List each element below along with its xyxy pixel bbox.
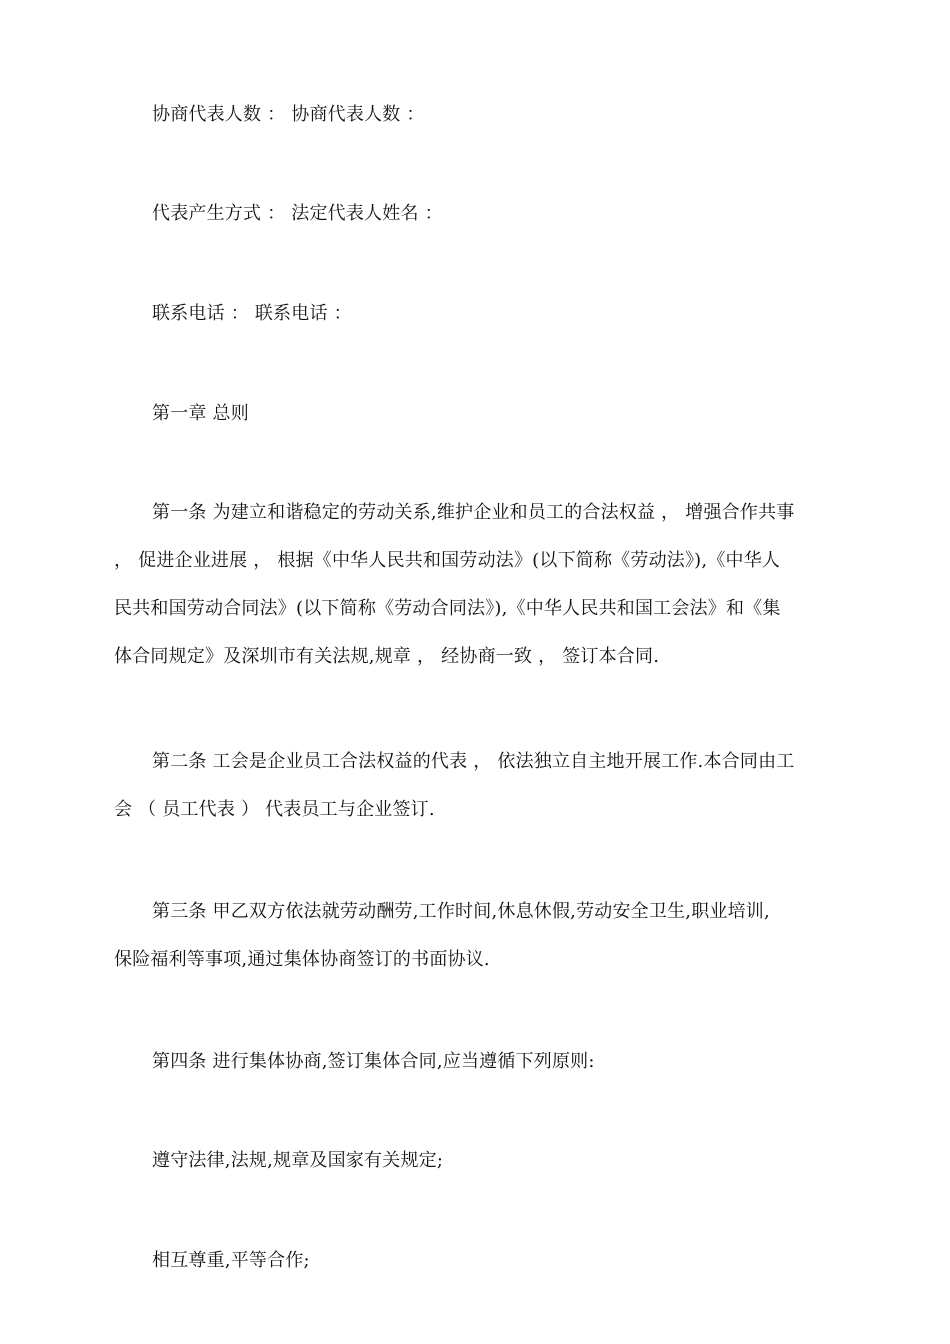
article-2 xyxy=(114,753,844,849)
article-1-line: ， 促进企业进展 ， 根据《中华人民共和国劳动法》(以下简称《劳动法》),《中华人 xyxy=(114,550,781,571)
field-negotiator-count: 协商代表人数 ： 协商代表人数 ： xyxy=(152,104,425,125)
article-1 xyxy=(114,504,844,696)
article-2-line: 会 （ 员工代表 ） 代表员工与企业签订. xyxy=(114,799,435,820)
article-4: 第四条 进行集体协商,签订集体合同,应当遵循下列原则: xyxy=(152,1051,595,1072)
article-2-line: 第二条 工会是企业员工合法权益的代表 ， 依法独立自主地开展工作.本合同由工 xyxy=(152,751,795,772)
article-1-line: 体合同规定》及深圳市有关法规,规章 ， 经协商一致 ， 签订本合同. xyxy=(114,646,660,667)
article-1-line: 民共和国劳动合同法》(以下简称《劳动合同法》),《中华人民共和国工会法》和《集 xyxy=(114,598,781,619)
principle-item: 遵守法律,法规,规章及国家有关规定; xyxy=(152,1150,444,1171)
article-3-line: 第三条 甲乙双方依法就劳动酬劳,工作时间,休息休假,劳动安全卫生,职业培训, xyxy=(152,901,770,922)
article-3 xyxy=(114,903,844,999)
field-contact-phone: 联系电话 ： 联系电话 ： xyxy=(152,303,352,324)
chapter-title: 第一章 总则 xyxy=(152,403,249,424)
article-3-line: 保险福利等事项,通过集体协商签订的书面协议. xyxy=(114,949,490,970)
article-1-line: 第一条 为建立和谐稳定的劳动关系,维护企业和员工的合法权益 ， 增强合作共事 xyxy=(152,502,795,523)
principle-item: 相互尊重,平等合作; xyxy=(152,1250,310,1271)
field-generation-method: 代表产生方式 ： 法定代表人姓名 ： xyxy=(152,203,443,224)
